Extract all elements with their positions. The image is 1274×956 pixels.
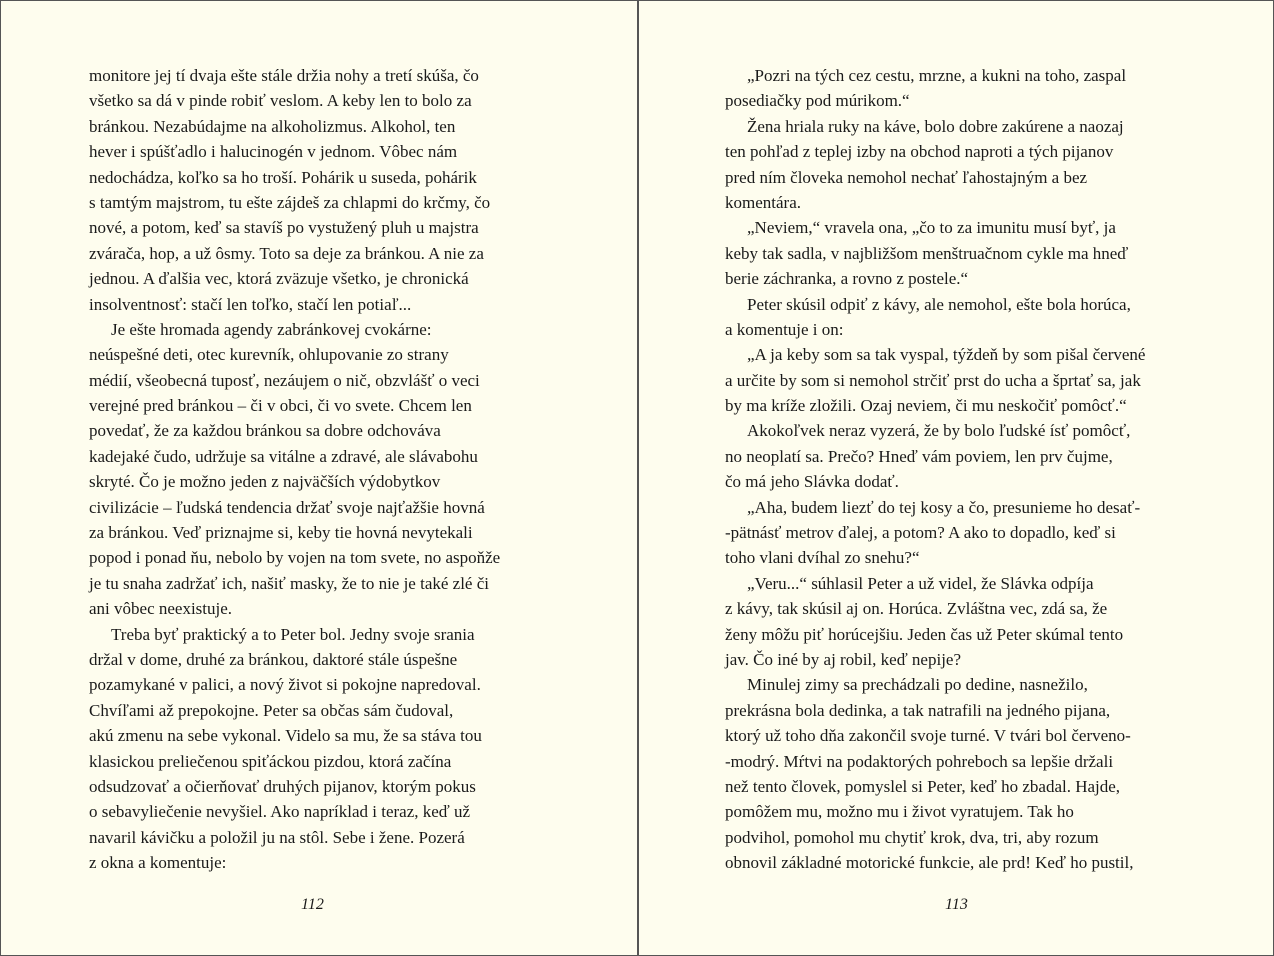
text-line: pozamykané v palici, a nový život si pokojne napredoval. [89, 675, 481, 695]
text-line: za bránkou. Veď priznajme si, keby tie hovná nevytekali [89, 523, 473, 543]
text-line: médií, všeobecná tuposť, nezáujem o nič, obzvlášť o veci [89, 370, 480, 390]
text-line: by ma kríže zložili. Ozaj neviem, či mu neskočiť pomôcť.“ [725, 396, 1127, 416]
left-page-text [89, 63, 559, 876]
text-line: toho vlani dvíhal zo snehu?“ [725, 548, 920, 568]
text-line: berie záchranka, a rovno z postele.“ [725, 269, 969, 289]
text-line: jav. Čo iné by aj robil, keď nepije? [725, 649, 962, 669]
text-line: kadejaké čudo, udržuje sa vitálne a zdravé, ale slávabohu [89, 446, 478, 466]
text-line: „Veru...“ súhlasil Peter a už videl, že Slávka odpíja [747, 573, 1094, 593]
text-line: Treba byť praktický a to Peter bol. Jedny svoje srania [111, 624, 475, 644]
text-line: keby tak sadla, v najbližšom menštruačnom cykle ma hneď [725, 243, 1129, 263]
text-line: jednou. A ďalšia vec, ktorá zväzuje všetko, je chronická [89, 269, 469, 289]
right-page-text [725, 63, 1195, 876]
text-line: z kávy, tak skúsil aj on. Horúca. Zvláštna vec, zdá sa, že [725, 599, 1108, 619]
text-line: prekrásna bola dedinka, a tak natrafili na jedného pijana, [725, 700, 1111, 720]
text-line: „A ja keby som sa tak vyspal, týždeň by som pišal červené [747, 345, 1146, 365]
text-line: ani vôbec neexistuje. [89, 599, 233, 619]
text-line: hever i spúšťadlo i halucinogén v jednom. Vôbec nám [89, 142, 458, 162]
text-line: verejné pred bránkou – či v obci, či vo svete. Chcem len [89, 396, 472, 416]
text-line: Akokoľvek neraz vyzerá, že by bolo ľudské ísť pomôcť, [747, 421, 1131, 441]
text-line: nedochádza, koľko sa ho troší. Pohárik u suseda, pohárik [89, 167, 477, 187]
text-line: podvihol, pomohol mu chytiť krok, dva, tri, aby rozum [725, 827, 1099, 847]
text-line: a určite by som si nemohol strčiť prst do ucha a šprtať sa, jak [725, 370, 1141, 390]
text-line: navaril kávičku a položil ju na stôl. Sebe i žene. Pozerá [89, 827, 465, 847]
text-line: no neoplatí sa. Prečo? Hneď vám poviem, len prv čujme, [725, 446, 1113, 466]
text-line: držal v dome, druhé za bránkou, daktoré stále úspešne [89, 649, 458, 669]
text-line: obnovil základné motorické funkcie, ale prd! Keď ho pustil, [725, 853, 1134, 873]
text-line: -pätnásť metrov ďalej, a potom? A ako to dopadlo, keď si [725, 523, 1116, 543]
text-line: „Aha, budem liezť do tej kosy a čo, presunieme ho desať- [747, 497, 1141, 517]
text-line: odsudzovať a očierňovať druhých pijanov, ktorým pokus [89, 776, 476, 796]
text-line: „Neviem,“ vravela ona, „čo to za imunitu musí byť, ja [747, 218, 1116, 238]
text-line: -modrý. Mŕtvi na podaktorých pohreboch sa lepšie držali [725, 751, 1114, 771]
text-line: „Pozri na tých cez cestu, mrzne, a kukni na toho, zaspal [747, 66, 1127, 85]
text-line: zvárača, hop, a už ôsmy. Toto sa deje za bránkou. A nie za [89, 243, 484, 263]
text-line: klasickou preliečenou spiťáckou pizdou, ktorá začína [89, 751, 452, 771]
page-number-right: 113 [945, 896, 968, 913]
text-line: Žena hriala ruky na káve, bolo dobre zakúrene a naozaj [747, 116, 1124, 136]
text-line: pomôžem mu, možno mu i život vyratujem. Tak ho [725, 802, 1074, 822]
text-line: monitore jej tí dvaja ešte stále držia nohy a tretí skúša, čo [89, 66, 479, 85]
text-line: Peter skúsil odpiť z kávy, ale nemohol, ešte bola horúca, [747, 294, 1131, 314]
text-line: nové, a potom, keď sa stavíš po vystužený pluh u majstra [89, 218, 479, 238]
text-line: akú zmenu na sebe vykonal. Videlo sa mu, že sa stáva tou [89, 726, 482, 746]
text-line: ženy môžu piť horúcejšiu. Jeden čas už Peter skúmal tento [725, 624, 1124, 644]
text-line: komentára. [725, 192, 801, 212]
text-line: popod i ponad ňu, nebolo by vojen na tom svete, no aspoňže [89, 548, 501, 568]
page-number-left: 112 [301, 896, 324, 913]
text-line: ten pohľad z teplej izby na obchod naproti a tých pijanov [725, 142, 1114, 162]
text-line: neúspešné deti, otec kurevník, ohlupovanie zo strany [89, 345, 449, 365]
text-line: je tu snaha zadržať ich, našiť masky, že to nie je také zlé či [89, 573, 489, 593]
text-line: o sebavyliečenie nevyšiel. Ako napríklad i teraz, keď už [89, 802, 471, 822]
text-line: čo má jeho Slávka dodať. [725, 472, 899, 492]
text-line: Chvíľami až prepokojne. Peter sa občas sám čudoval, [89, 700, 454, 720]
text-line: Minulej zimy sa prechádzali po dedine, nasnežilo, [747, 675, 1088, 695]
text-line: ktorý už toho dňa zakončil svoje turné. V tvári bol červeno- [725, 726, 1131, 746]
text-line: Je ešte hromada agendy zabránkovej cvokárne: [111, 319, 432, 339]
text-line: posediačky pod múrikom.“ [725, 91, 910, 111]
text-line: insolventnosť: stačí len toľko, stačí len potiaľ... [89, 294, 412, 314]
text-line: než tento človek, pomyslel si Peter, keď ho zbadal. Hajde, [725, 776, 1121, 796]
text-line: bránkou. Nezabúdajme na alkoholizmus. Alkohol, ten [89, 116, 456, 136]
text-line: a komentuje i on: [725, 319, 844, 339]
text-line: pred ním človeka nemohol nechať ľahostajným a bez [725, 167, 1088, 187]
text-line: povedať, že za každou bránkou sa dobre odchováva [89, 421, 441, 441]
book-spine [637, 1, 639, 955]
text-line: z okna a komentuje: [89, 853, 227, 873]
text-line: skryté. Čo je možno jeden z najväčších výdobytkov [89, 472, 441, 492]
text-line: s tamtým majstrom, tu ešte zájdeš za chlapmi do krčmy, čo [89, 192, 491, 212]
text-line: všetko sa dá v pinde robiť veslom. A keby len to bolo za [89, 91, 472, 111]
text-line: civilizácie – ľudská tendencia držať svoje najťažšie hovná [89, 497, 485, 517]
